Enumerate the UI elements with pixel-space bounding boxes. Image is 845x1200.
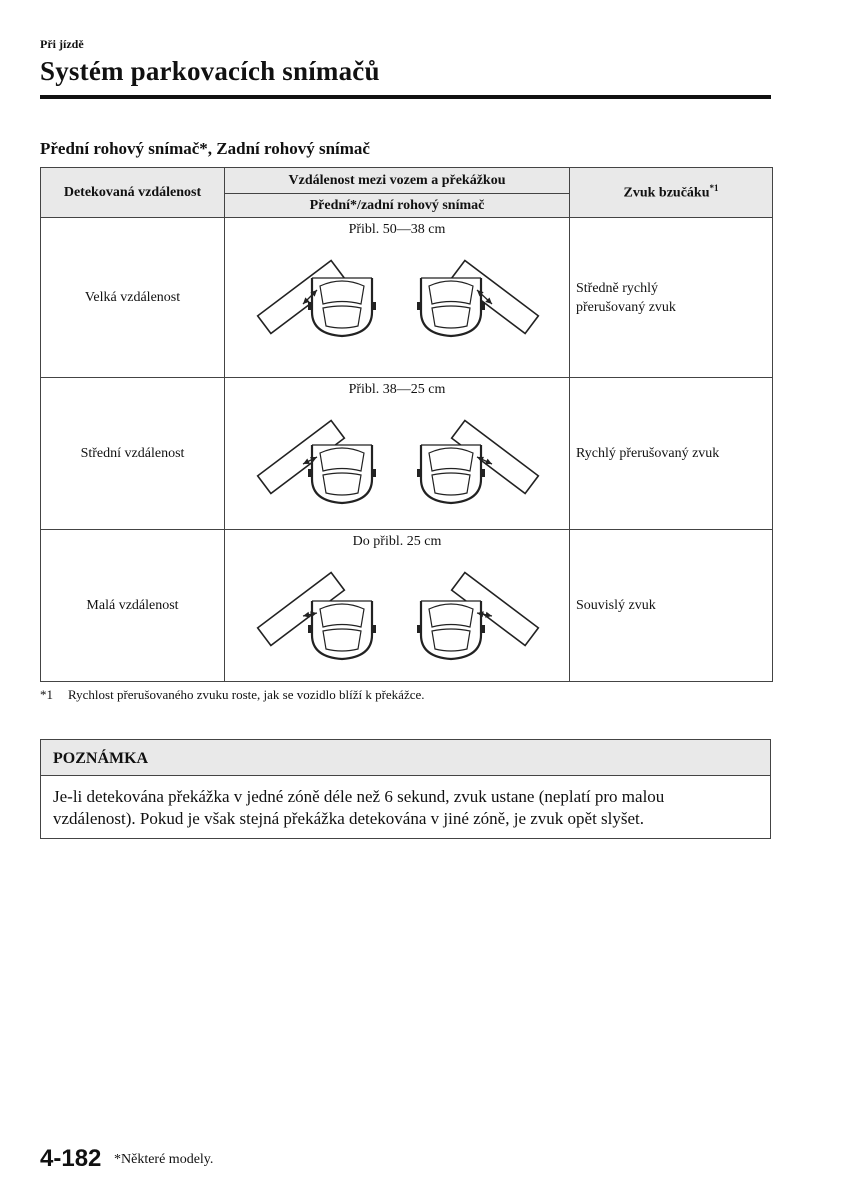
title-rule <box>40 95 771 99</box>
buzzer-sound: Rychlý přerušovaný zvuk <box>570 378 773 530</box>
table-row <box>41 218 773 378</box>
car-icon <box>308 278 376 336</box>
header-distance-group: Vzdálenost mezi vozem a překážkou <box>225 168 570 194</box>
diagram-group <box>258 261 539 336</box>
page-title: Systém parkovacích snímačů <box>40 56 380 86</box>
note-heading: POZNÁMKA <box>41 740 770 776</box>
buzzer-sound: Souvislý zvuk <box>570 530 773 682</box>
table-heading: Přední rohový snímač*, Zadní rohový snímač <box>40 139 370 158</box>
header-detected-distance: Detekovaná vzdálenost <box>41 168 225 218</box>
diagram-cell <box>225 530 570 682</box>
note-box <box>40 739 771 839</box>
table-row <box>41 530 773 682</box>
footnote-ref: *1 <box>709 183 719 194</box>
parking-diagram <box>225 550 570 676</box>
page-number: 4-182 <box>40 1145 102 1172</box>
car-icon <box>417 445 485 503</box>
diagram-cell <box>225 378 570 530</box>
footnote-mark: *1 <box>40 687 53 702</box>
footer-note: *Některé modely. <box>114 1152 214 1167</box>
header-distance-sub: Přední*/zadní rohový snímač <box>225 194 570 218</box>
diagram-cell <box>225 218 570 378</box>
section-label: Při jízdě <box>40 37 84 51</box>
note-text: Je-li detekována překážka v jedné zóně déle než 6 sekund, zvuk ustane (neplatí pro malou vzdálenost). Pokud je však stejná překážka detekována v jiné zóně, je zvuk opět slyšet. <box>53 787 665 828</box>
car-icon <box>417 278 485 336</box>
detected-distance: Střední vzdálenost <box>41 378 225 530</box>
parking-diagram <box>225 398 570 524</box>
parking-diagram <box>225 238 570 372</box>
distance-range: Přibl. 38—25 cm <box>348 382 446 397</box>
detected-distance: Malá vzdálenost <box>41 530 225 682</box>
car-icon <box>308 445 376 503</box>
distance-range: Přibl. 50—38 cm <box>348 222 446 237</box>
diagram-group <box>258 573 539 659</box>
footnote-text: Rychlost přerušovaného zvuku roste, jak se vozidlo blíží k překážce. <box>68 687 425 702</box>
sensor-table <box>40 167 773 682</box>
header-buzzer-sound: Zvuk bzučáku$^{*1}$ <box>570 168 773 218</box>
distance-range: Do přibl. 25 cm <box>352 534 442 549</box>
footnote <box>40 687 425 703</box>
table-row <box>41 378 773 530</box>
diagram-group <box>258 421 539 503</box>
buzzer-sound: Středně rychlý přerušovaný zvuk <box>570 218 773 378</box>
car-icon <box>308 601 376 659</box>
detected-distance: Velká vzdálenost <box>41 218 225 378</box>
car-icon <box>417 601 485 659</box>
